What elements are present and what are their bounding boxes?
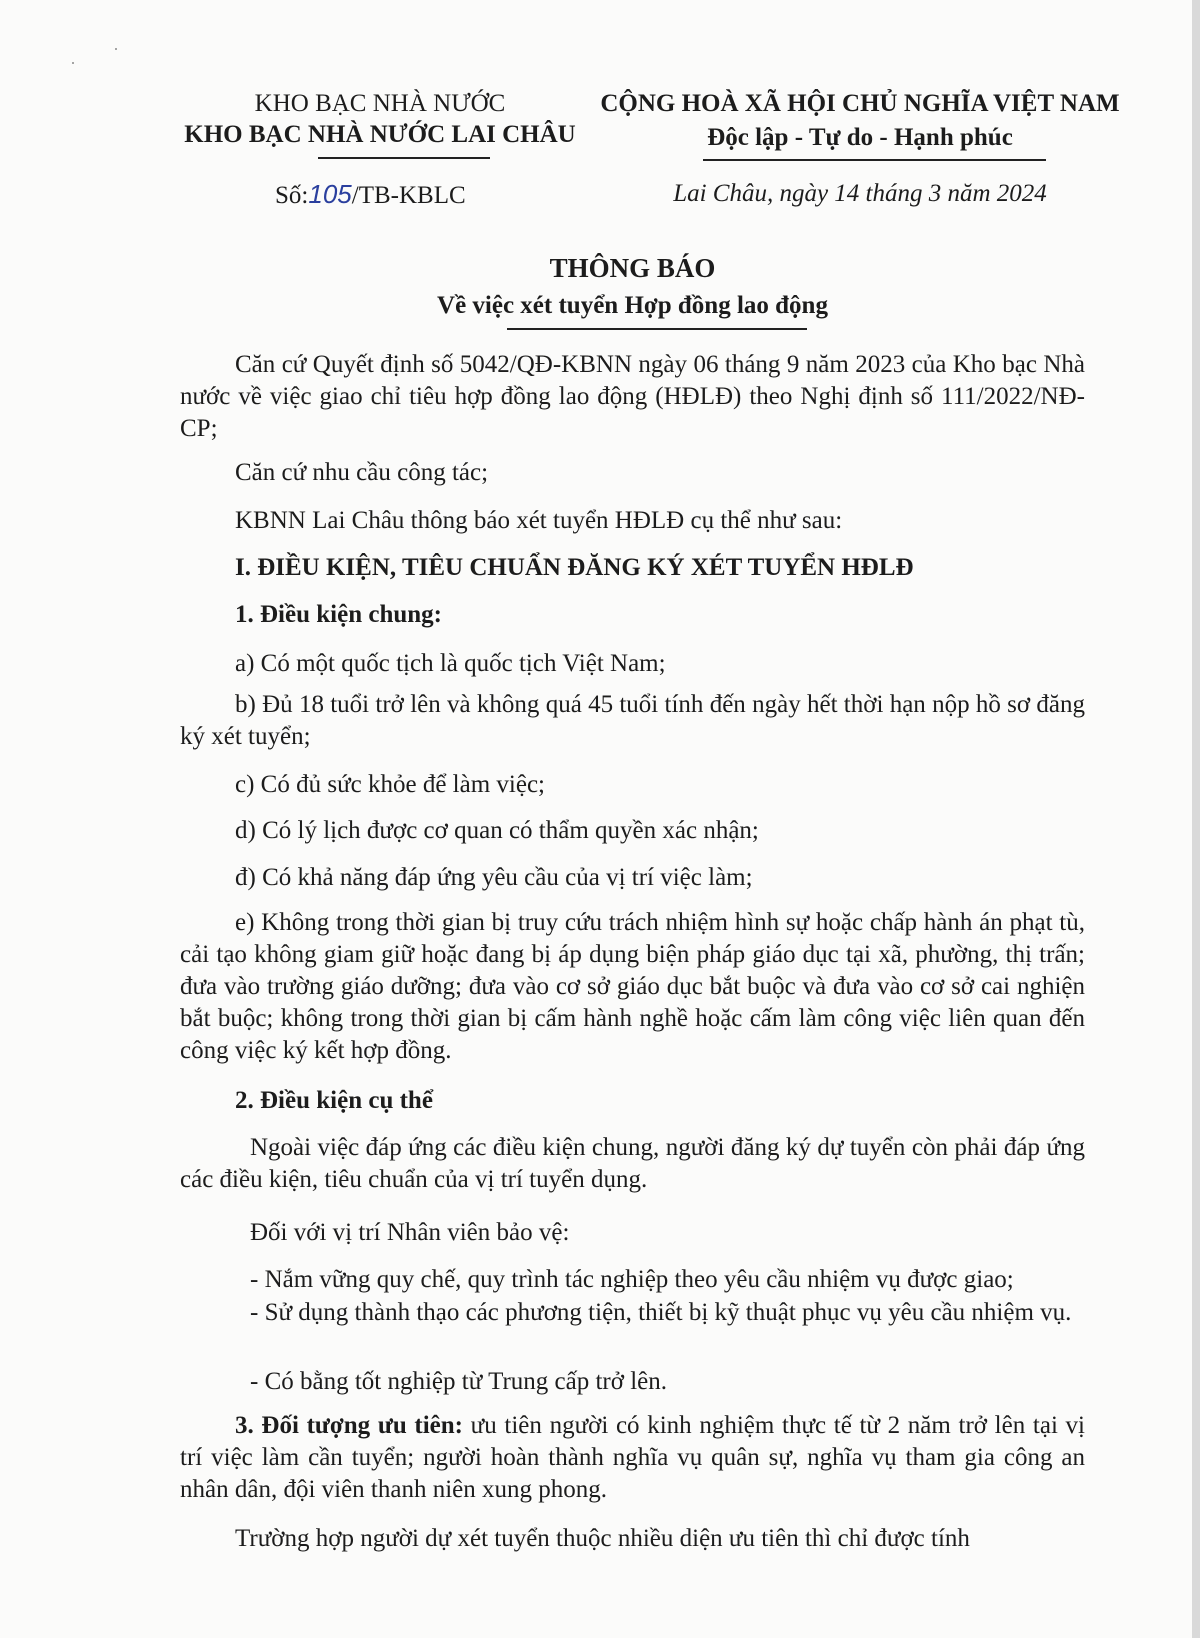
subtitle-underline (507, 328, 807, 330)
specific-conditions-paragraph: Ngoài việc đáp ứng các điều kiện chung, người đăng ký dự tuyển còn phải đáp ứng các điều kiện, tiêu chuẩn của vị trí tuyển dụng. (180, 1134, 1085, 1193)
requirement-1: - Nắm vững quy chế, quy trình tác nghiệp theo yêu cầu nhiệm vụ được giao; (250, 1266, 1014, 1293)
subheading-general-conditions: 1. Điều kiện chung: (235, 601, 442, 628)
document-number (275, 179, 466, 210)
number-suffix: /TB-KBLC (351, 182, 466, 209)
legal-basis-paragraph: Căn cứ Quyết định số 5042/QĐ-KBNN ngày 06 tháng 9 năm 2023 của Kho bạc Nhà nước về việc giao chỉ tiêu hợp đồng lao động (HĐLĐ) theo Nghị định số 111/2022/NĐ-CP; (180, 351, 1085, 442)
number-prefix: Số: (275, 182, 309, 209)
priority-paragraph (180, 1410, 1085, 1506)
scan-speck (115, 48, 117, 50)
motto: Độc lập - Tự do - Hạnh phúc (707, 124, 1013, 151)
requirement-2: - Sử dụng thành thạo các phương tiện, thiết bị kỹ thuật phục vụ yêu cầu nhiệm vụ. (250, 1299, 1072, 1326)
place-date: Lai Châu, ngày 14 tháng 3 năm 2024 (673, 180, 1047, 207)
page-edge (1192, 0, 1200, 1638)
condition-e: e) Không trong thời gian bị truy cứu trách nhiệm hình sự hoặc chấp hành án phạt tù, cải tạo không giam giữ hoặc đang bị áp dụng biện pháp giáo dục tại xã, phường, thị trấn; đưa vào trường giáo dưỡng; đưa vào cơ sở giáo dục bắt buộc và đưa vào cơ sở cai nghiện bắt buộc; không trong thời gian bị cấm hành nghề hoặc cấm làm công việc liên quan đến công việc ký kết hợp đồng. (180, 909, 1085, 1064)
branch-name: KHO BẠC NHÀ NƯỚC LAI CHÂU (184, 121, 576, 148)
subheading-specific-conditions: 2. Điều kiện cụ thể (235, 1087, 433, 1114)
condition-a: a) Có một quốc tịch là quốc tịch Việt Nam; (235, 650, 666, 677)
priority-note: Trường hợp người dự xét tuyển thuộc nhiều diện ưu tiên thì chỉ được tính (235, 1525, 970, 1552)
basis-needs: Căn cứ nhu cầu công tác; (235, 459, 489, 486)
handwritten-number: 105 (308, 179, 352, 209)
nation-title: CỘNG HOÀ XÃ HỘI CHỦ NGHĨA VIỆT NAM (600, 90, 1120, 117)
condition-dd: đ) Có khả năng đáp ứng yêu cầu của vị trí việc làm; (235, 864, 753, 891)
condition-b: b) Đủ 18 tuổi trở lên và không quá 45 tuổi tính đến ngày hết thời hạn nộp hồ sơ đăng ký xét tuyển; (180, 691, 1085, 750)
condition-d: d) Có lý lịch được cơ quan có thẩm quyền xác nhận; (235, 817, 759, 844)
priority-label: 3. Đối tượng ưu tiên: (235, 1412, 464, 1439)
notice-subtitle: Về việc xét tuyển Hợp đồng lao động (437, 292, 828, 319)
condition-c: c) Có đủ sức khỏe để làm việc; (235, 771, 545, 798)
motto-underline (703, 159, 1046, 161)
scan-speck (72, 62, 74, 64)
branch-underline (318, 157, 490, 159)
role-intro: Đối với vị trí Nhân viên bảo vệ: (250, 1219, 570, 1246)
priority-text: ưu tiên người có kinh nghiệm thực tế từ 2 năm trở lên tại vị trí việc làm cần tuyển; người hoàn thành nghĩa vụ quân sự, nghĩa vụ tham gia công an nhân dân, đội viên thanh niên xung phong. (180, 1412, 1086, 1503)
section-heading-1: I. ĐIỀU KIỆN, TIÊU CHUẨN ĐĂNG KÝ XÉT TUYỂN HĐLĐ (235, 554, 914, 581)
notice-title: THÔNG BÁO (549, 253, 716, 283)
agency-name: KHO BẠC NHÀ NƯỚC (254, 90, 506, 117)
announcement-intro: KBNN Lai Châu thông báo xét tuyển HĐLĐ cụ thể như sau: (235, 507, 843, 534)
requirement-3: - Có bằng tốt nghiệp từ Trung cấp trở lên. (250, 1368, 668, 1395)
